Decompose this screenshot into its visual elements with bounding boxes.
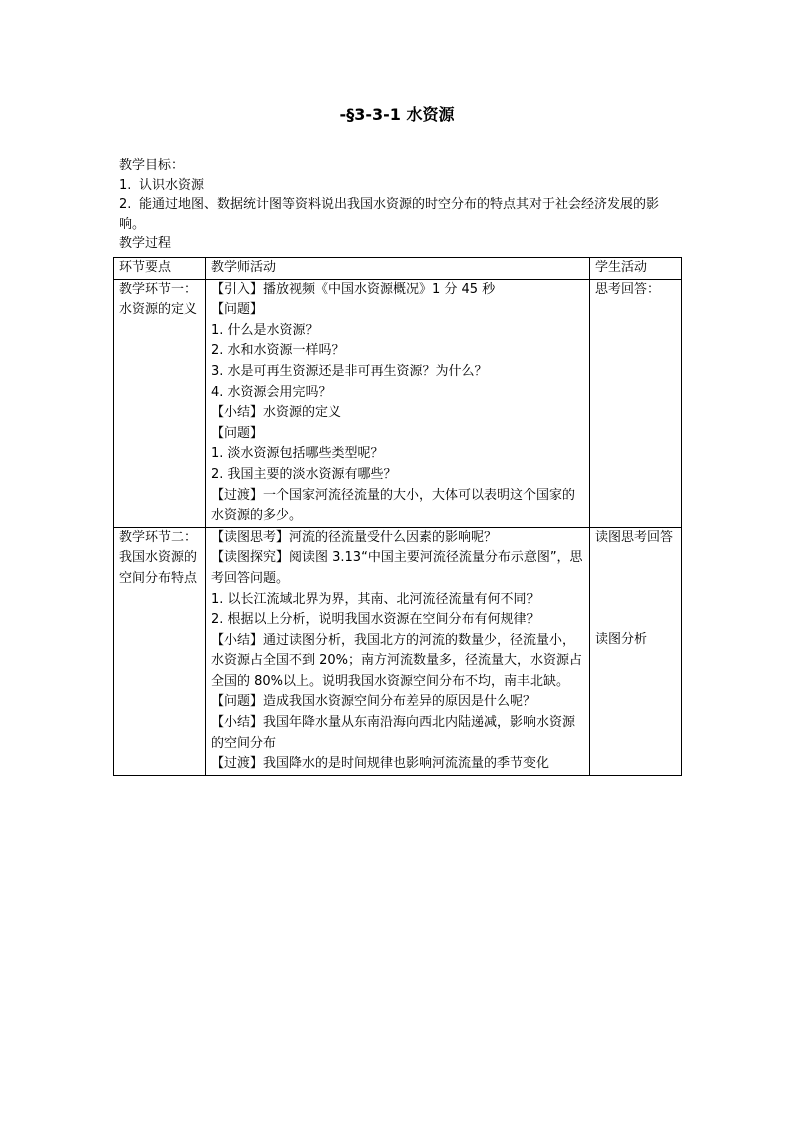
teacher-line: 2. 水和水资源一样吗？ bbox=[211, 343, 345, 359]
teacher-line: 3. 水是可再生资源还是非可再生资源？为什么？ bbox=[211, 363, 488, 379]
process-heading: 教学过程 bbox=[119, 236, 172, 251]
teacher-line: 【问题】 bbox=[211, 425, 264, 441]
header-cell-student: 学生活动 bbox=[590, 258, 682, 280]
student-activity-cell bbox=[590, 279, 682, 527]
objectives-heading: 教学目标： bbox=[119, 158, 185, 173]
teacher-line: 1. 什么是水资源？ bbox=[211, 322, 319, 338]
objective-item bbox=[119, 176, 684, 196]
table-row bbox=[114, 527, 682, 775]
header-cell-teacher: 教学师活动 bbox=[206, 258, 590, 280]
objective-item bbox=[119, 195, 684, 234]
teacher-line: 4. 水资源会用完吗？ bbox=[211, 384, 332, 400]
objective-text: 能通过地图、数据统计图等资料说出我国水资源的时空分布的特点其对于社会经济发展的影响。 bbox=[119, 197, 660, 232]
document-title: -§3-3-1 水资源 bbox=[339, 105, 455, 124]
teacher-activity-cell bbox=[206, 527, 590, 775]
teacher-line: 1. 以长江流域北界为界，其南、北河流径流量有何不同？ bbox=[211, 591, 540, 607]
student-activity-cell bbox=[590, 527, 682, 775]
teacher-line: 【问题】 bbox=[211, 302, 264, 318]
section-cell: 教学环节一：水资源的定义 bbox=[114, 279, 206, 527]
student-line: 读图分析 bbox=[595, 632, 648, 648]
student-line: 读图思考回答 bbox=[595, 529, 674, 545]
teacher-line: 【读图探究】阅读图 3.13“中国主要河流径流量分布示意图”，思考回答问题。 bbox=[211, 550, 583, 586]
teacher-line: 【小结】通过读图分析，我国北方的河流的数量少，径流量小，水资源占全国不到 20%；南方河流数量多，径流量大，水资源占全国的 80%以上。说明我国水资源空间分布不均，南丰北缺。 bbox=[211, 632, 583, 689]
teacher-line: 【读图思考】河流的径流量受什么因素的影响呢？ bbox=[211, 529, 498, 545]
table-row bbox=[114, 279, 682, 527]
header-cell-section: 环节要点 bbox=[114, 258, 206, 280]
teacher-line: 2. 根据以上分析，说明我国水资源在空间分布有何规律？ bbox=[211, 612, 540, 628]
teacher-line: 【问题】造成我国水资源空间分布差异的原因是什么呢？ bbox=[211, 694, 537, 710]
intro-section bbox=[119, 156, 684, 254]
objective-number: 1. bbox=[119, 177, 132, 193]
teacher-line: 【小结】水资源的定义 bbox=[211, 405, 342, 421]
teacher-line: 【过渡】一个国家河流径流量的大小，大体可以表明这个国家的水资源的多少。 bbox=[211, 487, 576, 524]
teacher-line: 2. 我国主要的淡水资源有哪些？ bbox=[211, 466, 397, 482]
lesson-table bbox=[113, 257, 682, 776]
section-cell: 教学环节二：我国水资源的空间分布特点 bbox=[114, 527, 206, 775]
teacher-line: 【引入】播放视频《中国水资源概况》1 分 45 秒 bbox=[211, 281, 496, 297]
student-line: 思考回答： bbox=[595, 281, 661, 297]
teacher-line: 【过渡】我国降水的是时间规律也影响河流流量的季节变化 bbox=[211, 756, 550, 772]
cell-spacer bbox=[595, 548, 676, 630]
teacher-line: 1. 淡水资源包括哪些类型呢？ bbox=[211, 446, 384, 462]
objective-text: 认识水资源 bbox=[139, 177, 205, 193]
teacher-activity-cell bbox=[206, 279, 590, 527]
table-header-row bbox=[114, 258, 682, 280]
teacher-line: 【小结】我国年降水量从东南沿海向西北内陆递减，影响水资源的空间分布 bbox=[211, 715, 576, 751]
objective-number: 2. bbox=[119, 197, 132, 212]
